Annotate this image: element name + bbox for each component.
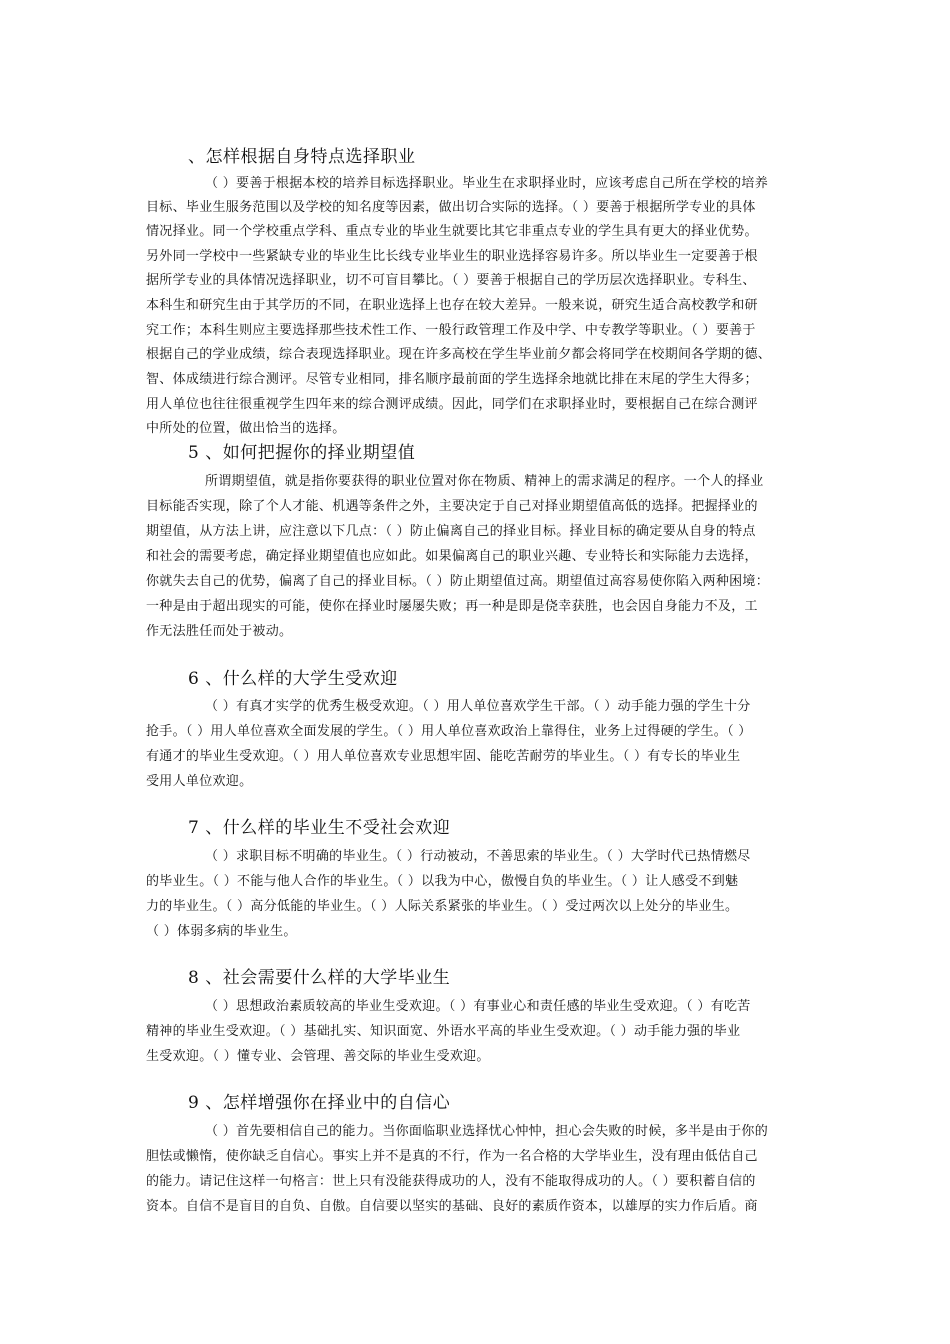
paragraph-line: 有通才的毕业生受欢迎。（ ）用人单位喜欢专业思想牢固、能吃苦耐劳的毕业生。（ ）有专长的毕业生 bbox=[146, 749, 741, 764]
section-heading-9: 9 、怎样增强你在择业中的自信心 bbox=[188, 1093, 451, 1113]
paragraph-line: 胆怯或懒惰，使你缺乏自信心。事实上并不是真的不行，作为一名合格的大学毕业生，没有理由低估自己 bbox=[146, 1149, 758, 1164]
paragraph-line: 所谓期望值，就是指你要获得的职业位置对你在物质、精神上的需求满足的程序。一个人的择业 bbox=[205, 474, 764, 489]
paragraph-line: 期望值，从方法上讲，应注意以下几点：（ ）防止偏离自己的择业目标。择业目标的确定要从自身的特点 bbox=[146, 524, 756, 539]
paragraph-line: 根据自己的学业成绩，综合表现选择职业。现在许多高校在学生毕业前夕都会将同学在校期间各学期的德、 bbox=[146, 347, 772, 362]
paragraph-line: （ ）首先要相信自己的能力。当你面临职业选择忧心忡忡，担心会失败的时候，多半是由于你的 bbox=[205, 1124, 769, 1139]
paragraph-line: 中所处的位置，做出恰当的选择。 bbox=[146, 421, 346, 436]
paragraph-line: 受用人单位欢迎。 bbox=[146, 774, 253, 789]
paragraph-line: （ ）要善于根据本校的培养目标选择职业。毕业生在求职择业时，应该考虑自己所在学校的培养 bbox=[205, 176, 769, 191]
paragraph-line: 究工作；本科生则应主要选择那些技术性工作、一般行政管理工作及中学、中专教学等职业。（ ）要善于 bbox=[146, 323, 756, 338]
paragraph-line: 目标、毕业生服务范围以及学校的知名度等因素，做出切合实际的选择。（ ）要善于根据所学专业的具体 bbox=[146, 200, 756, 215]
paragraph-line: 和社会的需要考虑，确定择业期望值也应如此。如果偏离自己的职业兴趣、专业特长和实际能力去选择， bbox=[146, 549, 758, 564]
section-heading-5: 5 、如何把握你的择业期望值 bbox=[188, 443, 416, 463]
paragraph-line: 你就失去自己的优势，偏离了自己的择业目标。（ ）防止期望值过高。期望值过高容易使你陷入两种困境： bbox=[146, 574, 770, 589]
paragraph-line: （ ）有真才实学的优秀生极受欢迎。（ ）用人单位喜欢学生干部。（ ）动手能力强的学生十分 bbox=[205, 699, 751, 714]
section-heading-8: 8 、社会需要什么样的大学毕业生 bbox=[188, 968, 451, 988]
paragraph-line: 作无法胜任而处于被动。 bbox=[146, 624, 293, 639]
paragraph-line: 生受欢迎。（ ）懂专业、会管理、善交际的毕业生受欢迎。 bbox=[146, 1049, 490, 1064]
paragraph-line: （ ）体弱多病的毕业生。 bbox=[146, 924, 297, 939]
paragraph-line: 目标能否实现，除了个人才能、机遇等条件之外，主要决定于自己对择业期望值高低的选择。把握择业的 bbox=[146, 499, 758, 514]
paragraph-line: 用人单位也往往很重视学生四年来的综合测评成绩。因此，同学们在求职择业时，要根据自己在综合测评 bbox=[146, 397, 758, 412]
paragraph-line: （ ）求职目标不明确的毕业生。（ ）行动被动，不善思索的毕业生。（ ）大学时代已热情燃尽 bbox=[205, 849, 751, 864]
paragraph-line: 抢手。（ ）用人单位喜欢全面发展的学生。（ ）用人单位喜欢政治上靠得住，业务上过得硬的学生。（ ） bbox=[146, 724, 752, 739]
paragraph-line: 的毕业生。（ ）不能与他人合作的毕业生。（ ）以我为中心，傲慢自负的毕业生。（ ）让人感受不到魅 bbox=[146, 874, 739, 889]
section-heading-6: 6 、什么样的大学生受欢迎 bbox=[188, 669, 398, 689]
paragraph-line: 精神的毕业生受欢迎。（ ）基础扎实、知识面宽、外语水平高的毕业生受欢迎。（ ）动手能力强的毕业 bbox=[146, 1024, 741, 1039]
paragraph-line: 一种是由于超出现实的可能，使你在择业时屡屡失败；再一种是即是侥幸获胜，也会因自身能力不及，工 bbox=[146, 599, 758, 614]
paragraph-line: 资本。自信不是盲目的自负、自傲。自信要以坚实的基础、良好的素质作资本，以雄厚的实力作后盾。商 bbox=[146, 1199, 758, 1214]
paragraph-line: 据所学专业的具体情况选择职业，切不可盲目攀比。（ ）要善于根据自己的学历层次选择职业。专科生、 bbox=[146, 273, 756, 288]
section-heading-1: 、怎样根据自身特点选择职业 bbox=[188, 147, 416, 167]
paragraph-line: 另外同一学校中一些紧缺专业的毕业生比长线专业毕业生的职业选择容易许多。所以毕业生一定要善于根 bbox=[146, 249, 758, 264]
paragraph-line: 情况择业。同一个学校重点学科、重点专业的毕业生就要比其它非重点专业的学生具有更大的择业优势。 bbox=[146, 224, 758, 239]
section-heading-7: 7 、什么样的毕业生不受社会欢迎 bbox=[188, 818, 451, 838]
paragraph-line: 力的毕业生。（ ）高分低能的毕业生。（ ）人际关系紧张的毕业生。（ ）受过两次以上处分的毕业生。 bbox=[146, 899, 739, 914]
paragraph-line: 智、体成绩进行综合测评。尽管专业相同，排名顺序最前面的学生选择余地就比排在末尾的学生大得多； bbox=[146, 372, 758, 387]
paragraph-line: （ ）思想政治素质较高的毕业生受欢迎。（ ）有事业心和责任感的毕业生受欢迎。（ ）有吃苦 bbox=[205, 999, 751, 1014]
paragraph-line: 本科生和研究生由于其学历的不同，在职业选择上也存在较大差异。一般来说，研究生适合高校教学和研 bbox=[146, 298, 758, 313]
paragraph-line: 的能力。请记住这样一句格言：世上只有没能获得成功的人，没有不能取得成功的人。（ ）要积蓄自信的 bbox=[146, 1174, 756, 1189]
